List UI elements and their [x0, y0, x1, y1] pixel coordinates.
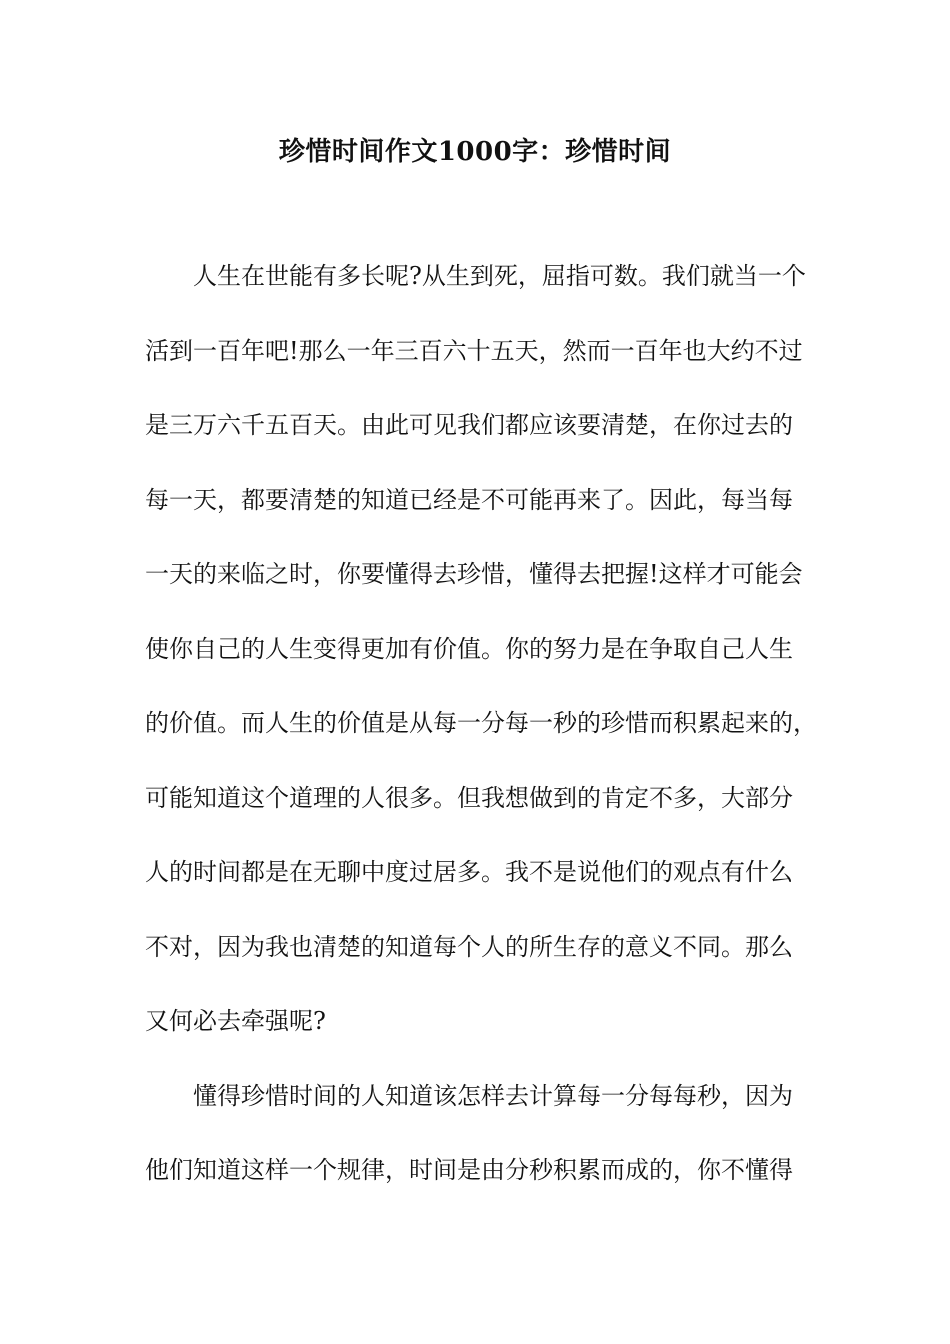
paragraph-line: 使你自己的人生变得更加有价值。你的努力是在争取自己人生 [145, 634, 793, 663]
paragraph-line: 人的时间都是在无聊中度过居多。我不是说他们的观点有什么 [145, 858, 793, 886]
paragraph-line: 不对，因为我也清楚的知道每个人的所生存的意义不同。那么 [145, 932, 793, 961]
paragraph-line: 可能知道这个道理的人很多。但我想做到的肯定不多，大部分 [145, 783, 793, 812]
paragraph-line: 一天的来临之时，你要懂得去珍惜，懂得去把握!这样才可能会 [145, 560, 803, 588]
document-title: 珍惜时间作文1000字：珍惜时间 [278, 137, 672, 167]
paragraph-line: 是三万六千五百天。由此可见我们都应该要清楚，在你过去的 [145, 411, 793, 439]
paragraph-line: 又何必去牵强呢? [145, 1007, 326, 1035]
paragraph-line: 他们知道这样一个规律，时间是由分秒积累而成的，你不懂得 [145, 1156, 793, 1184]
document-body [145, 254, 825, 1223]
paragraph-line: 人生在世能有多长呢?从生到死，屈指可数。我们就当一个 [193, 262, 806, 290]
paragraph-line: 活到一百年吧!那么一年三百六十五天，然而一百年也大约不过 [145, 336, 803, 365]
paragraph-line: 懂得珍惜时间的人知道该怎样去计算每一分每每秒，因为 [193, 1081, 793, 1110]
paragraph-line: 的价值。而人生的价值是从每一分每一秒的珍惜而积累起来的， [145, 709, 817, 737]
paragraph-line: 每一天，都要清楚的知道已经是不可能再来了。因此，每当每 [145, 485, 793, 514]
